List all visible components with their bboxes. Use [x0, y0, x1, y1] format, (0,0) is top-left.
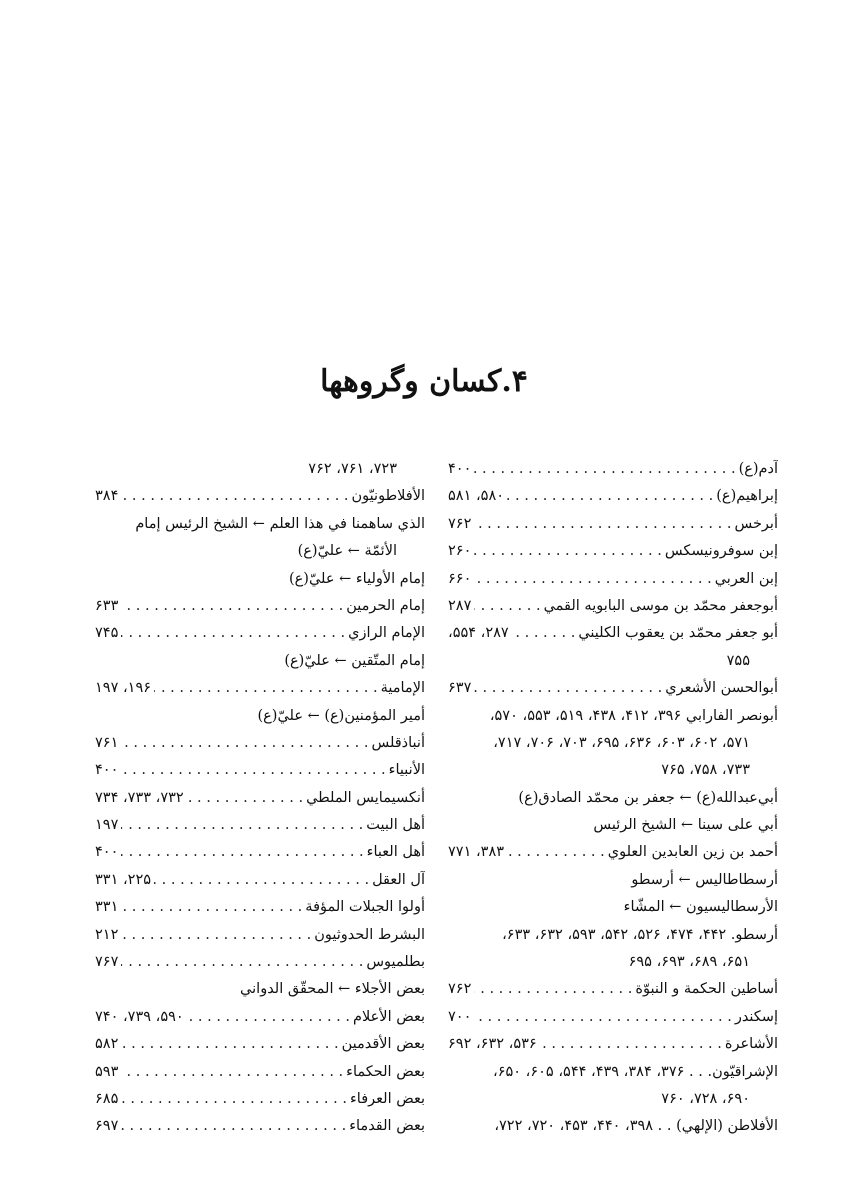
page-title: ۴.کسان وگروهها: [320, 364, 528, 399]
dot-leader: [474, 511, 731, 538]
index-entry: [95, 1086, 425, 1113]
index-entry: إمام الأولياء ← عليّ(ع): [288, 570, 425, 587]
entry-name: بعض العرفاء: [349, 1090, 425, 1107]
entry-pages: ۷۶۱: [95, 734, 119, 751]
index-entry: [95, 1031, 425, 1058]
entry-pages: ۵۹۳: [95, 1063, 119, 1080]
index-entry: [95, 483, 425, 510]
dot-leader: [121, 894, 302, 921]
entry-name: الأنبياء: [388, 762, 425, 779]
entry-name: إسكندر: [734, 1008, 778, 1025]
index-entry: أرسطو. ۴۴۲، ۴۷۴، ۵۲۶، ۵۴۲، ۵۹۳، ۶۳۲، ۶۳۳،: [502, 926, 778, 943]
index-entry: أبي على سينا ← الشيخ الرئيس: [593, 817, 778, 834]
index-entry: أبي‌عبدالله(ع) ← جعفر بن محمّد الصادق(ع): [518, 789, 778, 806]
entry-name: أولوا الجبلات المؤفة: [305, 899, 425, 916]
dot-leader: [121, 757, 385, 784]
index-entry: [95, 593, 425, 620]
index-entry: [95, 730, 425, 757]
entry-pages: ۷۳۲، ۷۳۳، ۷۳۴: [95, 789, 184, 806]
index-entry: [448, 483, 778, 510]
index-entry: أبونصر الفارابي ۳۹۶، ۴۱۲، ۴۳۸، ۵۱۹، ۵۵۳، ۵۷۰،: [489, 707, 778, 724]
index-entry: ۶۹۰، ۷۲۸، ۷۶۰: [661, 1090, 750, 1107]
index-entry: إمام المتّقين ← عليّ(ع): [284, 652, 425, 669]
entry-pages: ۷۶۷: [95, 954, 119, 971]
index-entry: [95, 785, 425, 812]
index-entry: الأئمّة ← عليّ(ع): [297, 543, 397, 560]
index-entry: [95, 894, 425, 921]
index-column-right: [448, 456, 778, 1141]
entry-pages: ۲۶۰: [448, 543, 472, 560]
entry-name: الأشاعرة: [724, 1036, 778, 1053]
index-entry: بعض الأجلاء ← المحقّق الدواني: [240, 981, 425, 998]
entry-name: أحمد بن زين العابدين العلوي: [607, 844, 778, 861]
entry-name: أهل البيت: [366, 817, 425, 834]
entry-pages: ۶۹۷: [95, 1118, 119, 1135]
dot-leader: [474, 675, 662, 702]
dot-leader: [187, 1004, 350, 1031]
entry-pages: ۴۰۰: [95, 844, 119, 861]
index-entry: الأرسطاليسيون ← المشّاء: [623, 899, 778, 916]
dot-leader: [474, 976, 632, 1003]
entry-pages: ۶۶۰: [448, 570, 472, 587]
entry-name: البشرط الحدوثيون: [314, 926, 425, 943]
entry-name: أنكسيمايس الملطي: [306, 789, 425, 806]
entry-name: الأفلاطونيّون: [351, 488, 425, 505]
entry-pages: ۳۸۳، ۷۷۱: [448, 844, 505, 861]
entry-name: بعض الأقدمين: [341, 1036, 425, 1053]
dot-leader: [121, 593, 343, 620]
dot-leader: [121, 839, 363, 866]
entry-name: أساطين الحكمة و النبوّة: [635, 981, 778, 998]
dot-leader: [154, 867, 369, 894]
dot-leader: [121, 922, 311, 949]
dot-leader: [121, 1086, 347, 1113]
entry-pages: ۴۰۰: [448, 461, 472, 477]
index-entry: الأفلاطن (الإلهي) . . ۳۹۸، ۴۴۰، ۴۵۳، ۷۲۰، ۷۲۲،: [494, 1118, 778, 1135]
dot-leader: [474, 456, 735, 483]
dot-leader: [474, 1004, 731, 1031]
index-entry: ۵۷۱، ۶۰۲، ۶۰۳، ۶۳۶، ۶۹۵، ۷۰۳، ۷۰۶، ۷۱۷،: [493, 734, 750, 751]
entry-name: أبوالحسن الأشعري: [665, 680, 778, 697]
dot-leader: [121, 812, 363, 839]
index-entry: الذي ساهمنا في هذا العلم ← الشيخ الرئيس إمام: [135, 515, 425, 532]
dot-leader: [512, 620, 576, 647]
index-entry: [448, 620, 778, 647]
dot-leader: [121, 949, 363, 976]
entry-pages: ۷۶۲: [448, 981, 472, 998]
dot-leader: [121, 483, 348, 510]
entry-name: بعض الحكماء: [346, 1063, 425, 1080]
dot-leader: [540, 1031, 722, 1058]
entry-pages: ۲۸۷: [448, 597, 472, 614]
index-entry: [448, 511, 778, 538]
index-column-left: [95, 456, 425, 1141]
entry-pages: ۷۶۲: [448, 515, 472, 532]
entry-name: آل العقل: [372, 871, 425, 888]
entry-pages: ۴۰۰: [95, 762, 119, 779]
entry-name: الإمام الرازي: [348, 625, 425, 642]
index-entry: ۷۵۵: [726, 652, 750, 669]
dot-leader: [474, 566, 711, 593]
index-entry: [95, 812, 425, 839]
entry-name: أبو جعفر محمّد بن يعقوب الكليني: [578, 625, 778, 642]
entry-pages: ۳۸۴: [95, 488, 119, 505]
entry-pages: ۷۴۵: [95, 625, 119, 642]
index-entry: الإشراقيّون. . . ۳۷۶، ۳۸۴، ۴۳۹، ۵۴۴، ۶۰۵، ۶۵۰،: [493, 1063, 778, 1080]
dot-leader: [507, 839, 605, 866]
dot-leader: [121, 620, 345, 647]
index-entry: [448, 538, 778, 565]
index-entry: [95, 1113, 425, 1140]
index-entry: أمير المؤمنين(ع) ← عليّ(ع): [257, 707, 425, 724]
index-entry: [95, 949, 425, 976]
index-entry: [95, 1004, 425, 1031]
index-entry: [95, 1059, 425, 1086]
index-entry: [448, 566, 778, 593]
index-entry: ۶۵۱، ۶۸۹، ۶۹۳، ۶۹۵: [628, 954, 750, 971]
dot-leader: [121, 1059, 343, 1086]
dot-leader: [121, 730, 368, 757]
dot-leader: [187, 785, 303, 812]
entry-pages: ۶۳۷: [448, 680, 472, 697]
index-entry: [95, 620, 425, 647]
entry-pages: ۱۹۶، ۱۹۷: [95, 680, 152, 697]
entry-pages: ۲۲۵، ۳۳۱: [95, 871, 152, 888]
entry-name: آدم(ع): [738, 461, 778, 477]
entry-name: أنباذقلس: [371, 734, 425, 751]
index-entry: [448, 1031, 778, 1058]
index-entry: [448, 976, 778, 1003]
index-entry: [95, 867, 425, 894]
entry-name: بطلميوس: [366, 954, 425, 971]
entry-pages: ۶۸۵: [95, 1090, 119, 1107]
entry-name: أهل العباء: [366, 844, 425, 861]
index-entry: ۷۲۳، ۷۶۱، ۷۶۲: [308, 461, 397, 477]
dot-leader: [121, 1031, 338, 1058]
entry-name: إمام الحرمين: [346, 597, 425, 614]
entry-name: إبن العربي: [714, 570, 778, 587]
index-entry: [448, 456, 778, 483]
entry-pages: ۶۳۳: [95, 597, 119, 614]
entry-pages: ۵۸۰، ۵۸۱: [448, 488, 505, 505]
dot-leader: [507, 483, 713, 510]
dot-leader: [474, 593, 540, 620]
entry-name: بعض الأعلام: [353, 1008, 425, 1025]
index-entry: أرسطاطاليس ← أرسطو: [631, 871, 778, 888]
index-entry: [95, 757, 425, 784]
index-entry: ۷۳۳، ۷۵۸، ۷۶۵: [661, 762, 750, 779]
entry-name: الإمامية: [380, 680, 425, 697]
index-entry: [448, 1004, 778, 1031]
index-entry: [448, 593, 778, 620]
entry-name: أبوجعفر محمّد بن موسى البابويه القمي: [543, 597, 778, 614]
index-entry: [95, 839, 425, 866]
index-entry: [95, 675, 425, 702]
entry-pages: ۲۱۲: [95, 926, 119, 943]
index-entry: [448, 839, 778, 866]
entry-name: بعض القدماء: [349, 1118, 425, 1135]
entry-name: أبرخس: [734, 515, 778, 532]
entry-name: إبراهيم(ع): [716, 488, 778, 505]
entry-pages: ۵۸۲: [95, 1036, 119, 1053]
entry-pages: ۳۳۱: [95, 899, 119, 916]
entry-name: إبن سوفرونيسكس: [664, 543, 778, 560]
entry-pages: ۵۹۰، ۷۳۹، ۷۴۰: [95, 1008, 184, 1025]
entry-pages: ۵۳۶، ۶۳۲، ۶۹۲: [448, 1036, 537, 1053]
index-entry: [95, 922, 425, 949]
entry-pages: ۲۸۷، ۵۵۴،: [448, 625, 509, 642]
dot-leader: [121, 1113, 346, 1140]
dot-leader: [474, 538, 661, 565]
entry-pages: ۱۹۷: [95, 817, 119, 834]
index-entry: [448, 675, 778, 702]
dot-leader: [154, 675, 378, 702]
entry-pages: ۷۰۰: [448, 1008, 472, 1025]
